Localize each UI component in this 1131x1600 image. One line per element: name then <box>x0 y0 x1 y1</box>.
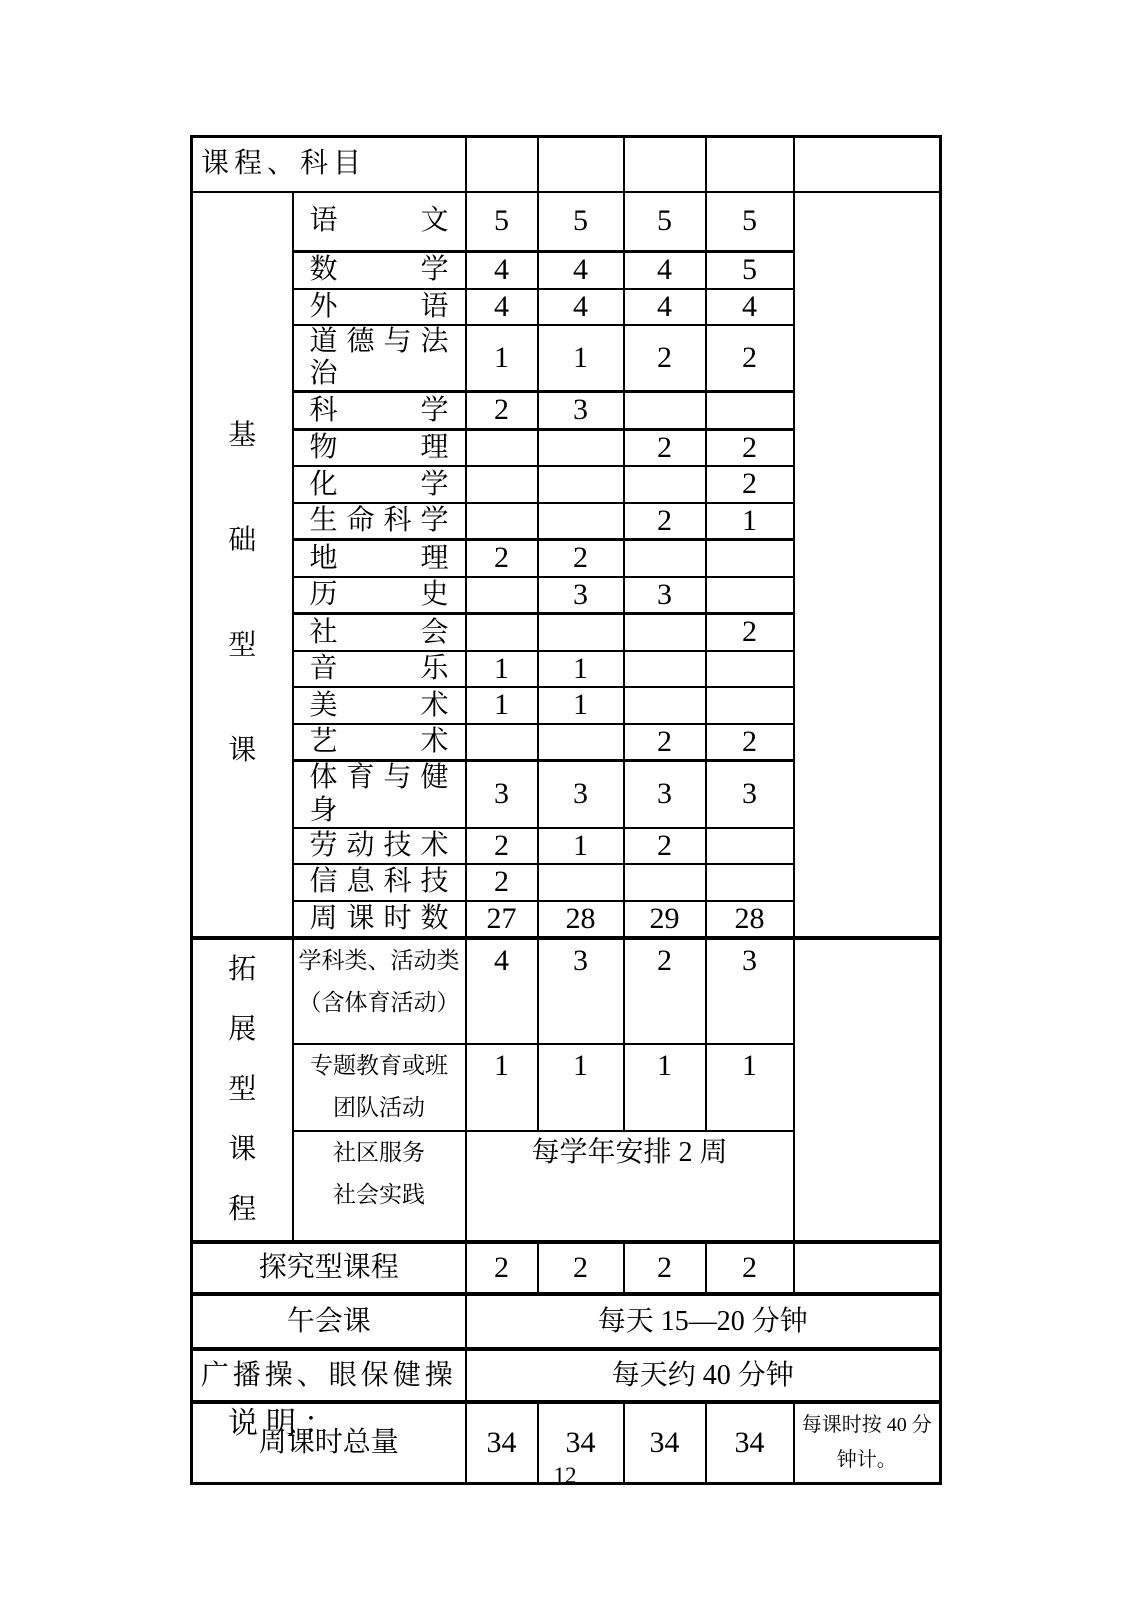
value-cell: 34 <box>706 1402 794 1483</box>
value-cell: 1 <box>538 828 624 865</box>
row-label-cell: 探究型课程 <box>192 1242 466 1294</box>
merged-value-cell: 每天 15—20 分钟 <box>466 1294 941 1349</box>
subject-cell <box>293 901 466 939</box>
row-label-cell: 午会课 <box>192 1294 466 1349</box>
value-text: 1 <box>742 1049 757 1083</box>
subject-label: 语文 <box>309 205 449 237</box>
table-row <box>192 1242 941 1294</box>
value-cell: 4 <box>624 252 706 289</box>
value-cell: 34 <box>538 1402 624 1483</box>
value-cell <box>706 540 794 577</box>
value-cell <box>466 724 538 761</box>
value-cell: 2 <box>466 392 538 430</box>
value-cell <box>466 614 538 651</box>
value-cell <box>706 687 794 724</box>
subject-cell <box>293 252 466 289</box>
subject-label: 音乐 <box>309 653 449 685</box>
subject-label: 周课时数 <box>309 902 449 934</box>
subject-cell <box>293 289 466 326</box>
value-cell <box>706 1044 794 1131</box>
value-cell: 1 <box>466 325 538 392</box>
value-cell <box>624 651 706 688</box>
subject-cell <box>293 392 466 430</box>
value-cell: 1 <box>538 325 624 392</box>
value-text: 3 <box>742 944 757 978</box>
subject-cell <box>293 429 466 466</box>
value-cell: 3 <box>538 392 624 430</box>
value-cell: 3 <box>466 761 538 828</box>
value-cell <box>706 392 794 430</box>
subject-cell <box>293 761 466 828</box>
value-cell: 2 <box>624 325 706 392</box>
subject-label: 社会 <box>309 616 449 648</box>
value-cell <box>538 864 624 901</box>
value-cell: 3 <box>706 761 794 828</box>
merged-value-cell: 每天约 40 分钟 <box>466 1349 941 1402</box>
curriculum-table <box>190 135 942 1485</box>
subject-label: 地理 <box>309 542 449 574</box>
value-cell: 2 <box>624 429 706 466</box>
subject-label: 物理 <box>309 432 449 464</box>
table-row <box>192 1349 941 1402</box>
subject-label-line: （含体育活动） <box>298 990 460 1016</box>
merged-value-cell <box>466 1131 794 1242</box>
category-basic-label: 基础型课 <box>228 419 257 766</box>
remarks-cell <box>794 192 941 939</box>
subject-label: 历史 <box>309 579 449 611</box>
value-text: 1 <box>657 1049 672 1083</box>
table-row <box>192 192 941 252</box>
value-cell <box>624 864 706 901</box>
row-label-cell: 周课时总量 <box>192 1402 466 1483</box>
value-cell: 4 <box>706 289 794 326</box>
value-cell: 1 <box>466 687 538 724</box>
value-cell <box>624 392 706 430</box>
value-cell: 2 <box>706 325 794 392</box>
value-cell <box>466 938 538 1044</box>
value-cell: 27 <box>466 901 538 939</box>
merged-value-text: 每学年安排 2 周 <box>531 1137 728 1169</box>
value-text: 1 <box>573 1049 588 1083</box>
value-cell: 4 <box>624 289 706 326</box>
value-cell <box>706 864 794 901</box>
value-cell <box>538 1044 624 1131</box>
value-cell: 3 <box>624 761 706 828</box>
value-cell <box>466 466 538 503</box>
value-cell: 2 <box>538 1242 624 1294</box>
subject-cell <box>293 503 466 540</box>
value-cell <box>706 938 794 1044</box>
subject-cell <box>293 828 466 865</box>
value-cell: 2 <box>706 724 794 761</box>
value-cell: 2 <box>624 828 706 865</box>
subject-cell <box>293 614 466 651</box>
value-cell: 1 <box>466 651 538 688</box>
value-cell: 2 <box>706 466 794 503</box>
value-cell: 2 <box>466 540 538 577</box>
subject-label: 化学 <box>309 468 449 500</box>
value-cell <box>538 614 624 651</box>
value-cell: 1 <box>706 503 794 540</box>
value-cell <box>538 938 624 1044</box>
value-cell: 2 <box>624 724 706 761</box>
category-extended-label: 拓展型课程 <box>228 954 257 1226</box>
subject-label-line: 学科类、活动类 <box>298 948 460 974</box>
value-cell <box>624 938 706 1044</box>
subject-cell <box>293 687 466 724</box>
value-cell <box>706 137 794 192</box>
table-row <box>192 1294 941 1349</box>
value-cell: 3 <box>624 577 706 614</box>
value-cell: 2 <box>624 1242 706 1294</box>
subject-label: 艺术 <box>309 726 449 758</box>
remarks-cell <box>794 938 941 1242</box>
subject-cell <box>293 651 466 688</box>
subject-cell <box>293 1131 466 1242</box>
subject-label-line: 社区服务 <box>333 1140 425 1166</box>
subject-cell <box>293 325 466 392</box>
subject-label: 科学 <box>309 394 449 426</box>
page-number: 12 <box>553 1463 577 1488</box>
value-cell: 34 <box>624 1402 706 1483</box>
subject-label-line: 专题教育或班 <box>310 1053 448 1079</box>
subject-cell <box>293 724 466 761</box>
subject-cell <box>293 540 466 577</box>
value-cell <box>466 577 538 614</box>
value-cell: 5 <box>706 192 794 252</box>
table-title-cell: 课程、科目 <box>192 137 466 192</box>
value-cell: 5 <box>466 192 538 252</box>
subject-label: 美术 <box>309 689 449 721</box>
value-cell <box>624 540 706 577</box>
value-cell <box>466 137 538 192</box>
value-cell <box>624 614 706 651</box>
subject-label: 数学 <box>309 254 449 286</box>
value-cell: 2 <box>538 540 624 577</box>
value-cell: 3 <box>538 761 624 828</box>
value-text: 1 <box>494 1049 509 1083</box>
value-cell: 2 <box>466 828 538 865</box>
remarks-cell <box>794 1242 941 1294</box>
value-text: 3 <box>573 944 588 978</box>
note-line: 钟计。 <box>836 1449 897 1471</box>
value-cell <box>466 1044 538 1131</box>
value-cell: 28 <box>706 901 794 939</box>
value-cell <box>538 137 624 192</box>
value-cell <box>538 466 624 503</box>
value-cell <box>538 724 624 761</box>
value-cell: 2 <box>706 1242 794 1294</box>
value-cell: 2 <box>706 614 794 651</box>
value-cell: 2 <box>466 864 538 901</box>
category-cell-basic <box>192 192 293 939</box>
value-cell: 34 <box>466 1402 538 1483</box>
row-label-cell: 广播操、眼保健操 <box>192 1349 466 1402</box>
value-cell: 28 <box>538 901 624 939</box>
value-cell <box>466 503 538 540</box>
subject-label: 信息科技 <box>309 866 449 898</box>
subject-label: 外语 <box>309 290 449 322</box>
value-cell: 2 <box>466 1242 538 1294</box>
value-cell <box>624 1044 706 1131</box>
notes-caption: 说明： <box>228 1407 342 1440</box>
value-cell <box>538 429 624 466</box>
value-cell: 4 <box>538 289 624 326</box>
value-text: 4 <box>494 944 509 978</box>
value-cell <box>624 687 706 724</box>
subject-label: 道德与法治 <box>309 326 449 390</box>
note-line: 每课时按 40 分 <box>801 1414 932 1436</box>
subject-cell <box>293 938 466 1044</box>
value-cell: 5 <box>706 252 794 289</box>
subject-cell <box>293 1044 466 1131</box>
value-cell: 5 <box>538 192 624 252</box>
value-cell: 5 <box>624 192 706 252</box>
subject-cell <box>293 864 466 901</box>
value-cell <box>706 651 794 688</box>
category-cell-extended <box>192 938 293 1242</box>
value-cell <box>466 429 538 466</box>
value-cell: 4 <box>466 289 538 326</box>
value-cell <box>538 503 624 540</box>
value-text: 2 <box>657 944 672 978</box>
value-cell <box>624 137 706 192</box>
value-cell: 2 <box>706 429 794 466</box>
subject-label: 体育与健身 <box>309 762 449 826</box>
note-cell <box>794 137 941 192</box>
subject-cell <box>293 466 466 503</box>
value-cell: 4 <box>466 252 538 289</box>
subject-label: 劳动技术 <box>309 829 449 861</box>
subject-label: 生命科学 <box>309 505 449 537</box>
value-cell: 4 <box>538 252 624 289</box>
value-cell: 1 <box>538 651 624 688</box>
subject-cell <box>293 192 466 252</box>
value-cell <box>706 577 794 614</box>
table-row <box>192 938 941 1044</box>
subject-label-line: 团队活动 <box>333 1095 425 1121</box>
value-cell: 1 <box>538 687 624 724</box>
value-cell: 2 <box>624 503 706 540</box>
value-cell: 29 <box>624 901 706 939</box>
value-cell <box>706 828 794 865</box>
subject-cell <box>293 577 466 614</box>
value-cell <box>624 466 706 503</box>
subject-label-line: 社会实践 <box>333 1182 425 1208</box>
value-cell: 3 <box>538 577 624 614</box>
table-row-header <box>192 137 941 192</box>
